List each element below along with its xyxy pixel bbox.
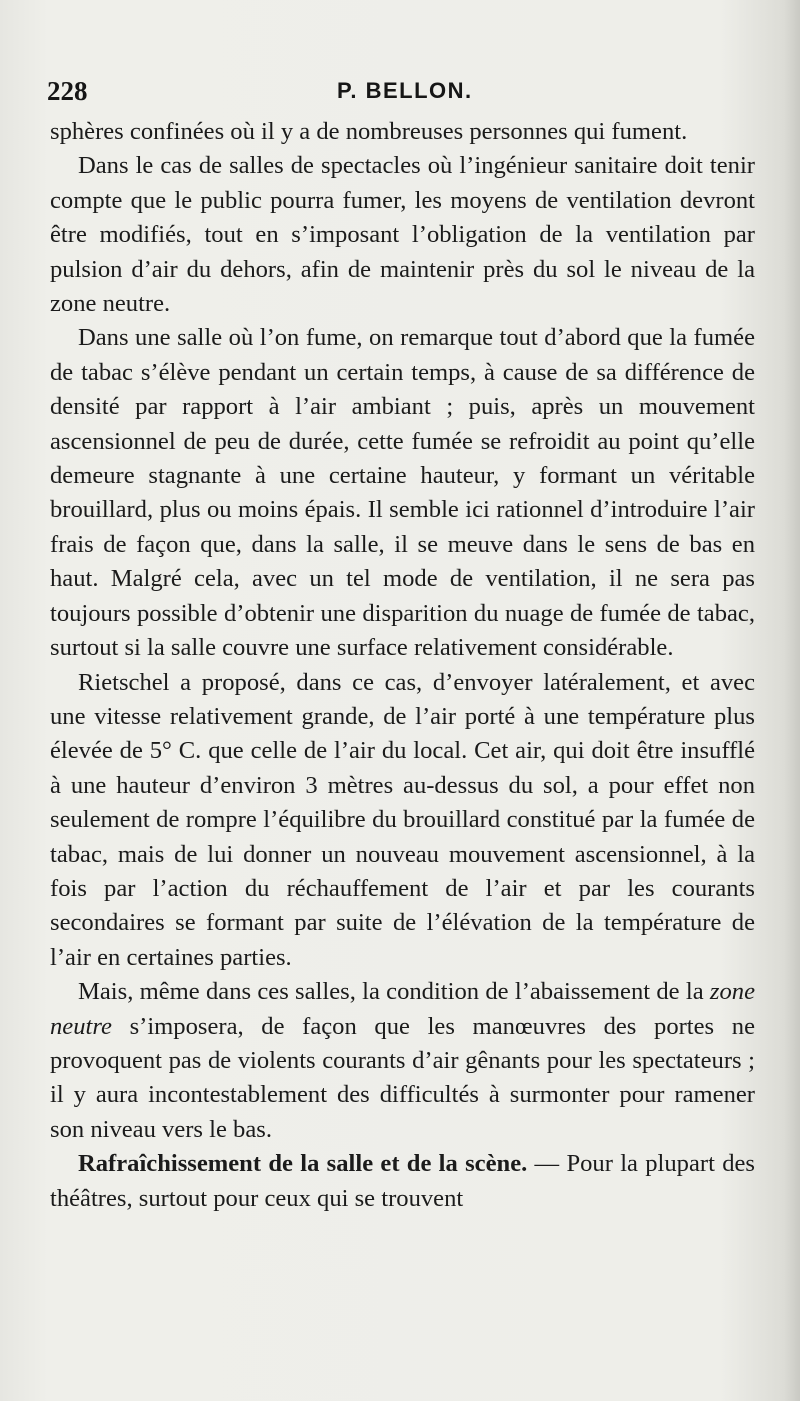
paragraph <box>50 149 755 321</box>
paragraph-text: Dans le cas de salles de spectacles où l’ingénieur sanitaire doit tenir compte que le public pourra fumer, les moyens de ventilation devront être modifiés, tout en s’imposant l’obligation de la ventilation par pulsion d’air du dehors, afin de maintenir près du sol le niveau de la zone neutre. <box>50 152 755 318</box>
running-head: P. BELLON. <box>337 78 473 103</box>
paragraph-text: — Pour la plupart des théâtres, surtout pour ceux qui se trouvent <box>50 1150 755 1212</box>
body-text <box>50 115 755 1216</box>
paragraph-text-after: s’imposera, de façon que les manœuvres des portes ne provoquent pas de violents courants d’air gênants pour les spectateurs ; il y aura incontestablement des difficultés à surmonter pour ramener son niveau vers le bas. <box>50 1012 755 1143</box>
paragraph-text-before: Mais, même dans ces salles, la condition de l’abaissement de la <box>78 978 710 1006</box>
paragraph-text: sphères confinées où il y a de nombreuses personnes qui fument. <box>50 118 688 145</box>
section-heading: Rafraîchissement de la salle et de la scène. <box>78 1150 528 1178</box>
italic-term: zone neutre <box>50 978 755 1040</box>
paragraph-text: Dans une salle où l’on fume, on remarque tout d’abord que la fumée de tabac s’élève pendant un certain temps, à cause de sa différence de densité par rapport à l’air ambiant ; puis, après un mouvement ascensionnel de peu de durée, cette fumée se refroidit au point qu’elle demeure stagnante à une certaine hauteur, y formant un véritable brouillard, plus ou moins épais. Il semble ici rationnel d’introduire l’air frais de façon que, dans la salle, il se meuve dans le sens de bas en haut. Malgré cela, avec un tel mode de ventilation, il ne sera pas toujours possible d’obtenir une disparition du nuage de fumée de tabac, surtout si la salle couvre une surface relativement considérable. <box>50 324 755 662</box>
page-number: 228 <box>47 76 88 106</box>
paragraph <box>50 666 755 976</box>
paragraph <box>50 975 755 1147</box>
page-header <box>47 70 753 106</box>
paragraph <box>50 1147 755 1216</box>
paragraph-continuation <box>50 115 755 149</box>
paragraph <box>50 321 755 665</box>
paragraph-text: Rietschel a proposé, dans ce cas, d’envoyer latéralement, et avec une vitesse relativement grande, de l’air porté à une température plus élevée de 5° C. que celle de l’air du local. Cet air, qui doit être insufflé à une hauteur d’environ 3 mètres au-dessus du sol, a pour effet non seulement de rompre l’équilibre du brouillard constitué par la fumée de tabac, mais de lui donner un nouveau mouvement ascensionnel, à la fois par l’action du réchauffement de l’air et par les courants secondaires se formant par suite de l’élévation de la température de l’air en certaines parties. <box>50 668 755 971</box>
